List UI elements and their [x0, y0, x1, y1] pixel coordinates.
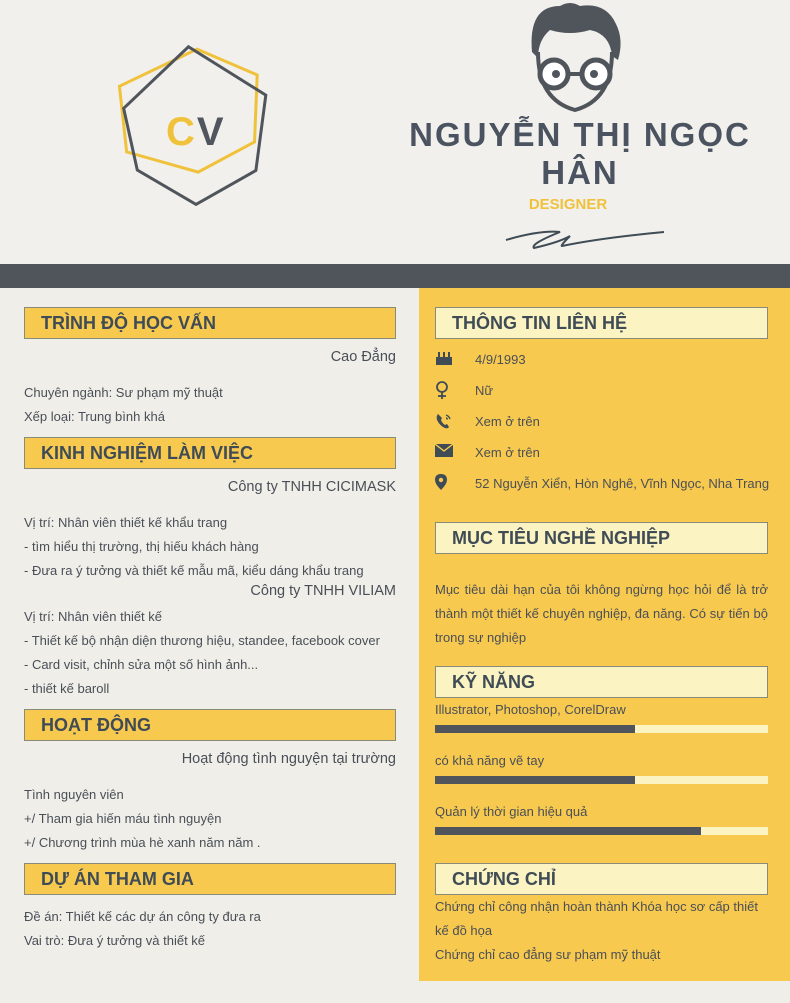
contact-address — [419, 474, 790, 505]
certificates-heading: CHỨNG CHỈ — [435, 863, 768, 895]
experience-heading: KINH NGHIỆM LÀM VIỆC — [24, 437, 396, 469]
project-line: Đề án: Thiết kế các dự án công ty đưa ra — [24, 909, 261, 924]
female-icon — [435, 381, 453, 399]
contact-heading: THÔNG TIN LIÊN HỆ — [435, 307, 768, 339]
avatar-icon — [520, 0, 630, 118]
email-value: Xem ở trên — [475, 445, 540, 460]
map-marker-icon — [435, 474, 453, 492]
skill-item — [419, 802, 790, 835]
education-level: Cao Đẳng — [330, 349, 396, 365]
skill-item — [419, 700, 790, 733]
header — [0, 0, 790, 264]
skill-label: Illustrator, Photoshop, CorelDraw — [435, 702, 626, 717]
skill-bar — [435, 776, 768, 784]
full-name — [400, 116, 760, 192]
contact-gender — [419, 381, 790, 412]
certificate-line: Chứng chỉ cao đẳng sư phạm mỹ thuật — [435, 947, 661, 962]
project-line: Vai trò: Đưa ý tưởng và thiết kế — [24, 933, 206, 948]
activity-title: Hoạt động tình nguyện tại trường — [181, 751, 396, 767]
skill-bar-fill — [435, 827, 701, 835]
activity-line: +/ Chương trình mùa hè xanh năm năm . — [24, 835, 261, 850]
contact-phone — [419, 412, 790, 443]
job-line: - tìm hiểu thị trường, thị hiếu khách hàng — [24, 539, 259, 554]
activity-line: +/ Tham gia hiến máu tình nguyện — [24, 811, 222, 826]
skill-item — [419, 751, 790, 784]
objective-heading: MỤC TIÊU NGHỀ NGHIỆP — [435, 522, 768, 554]
education-line: Chuyên ngành: Sư phạm mỹ thuật — [24, 385, 223, 400]
header-divider-band — [0, 264, 790, 288]
logo-letter-c: C — [166, 110, 197, 154]
objective-text: Mục tiêu dài hạn của tôi không ngừng học hỏi để là trở thành một thiết kế chuyên nghiệp, đa năng. Có sự tiến bộ trong sự nghiệp — [435, 582, 768, 645]
education-line: Xếp loại: Trung bình khá — [24, 409, 165, 424]
education-heading: TRÌNH ĐỘ HỌC VẤN — [24, 307, 396, 339]
name-line-2: HÂN — [541, 154, 619, 191]
skill-bar — [435, 725, 768, 733]
right-column — [419, 288, 790, 981]
gender-value: Nữ — [475, 383, 494, 398]
certificate-line: Chứng chỉ công nhận hoàn thành Khóa học sơ cấp thiết kế đồ họa — [435, 899, 758, 938]
phone-value: Xem ở trên — [475, 414, 540, 429]
skill-bar-fill — [435, 725, 635, 733]
job-line: Vị trí: Nhân viên thiết kế khẩu trang — [24, 515, 228, 530]
skill-bar — [435, 827, 768, 835]
job-line: - thiết kế baroll — [24, 681, 110, 696]
contact-birthday — [419, 350, 790, 381]
job-title: DESIGNER — [528, 196, 608, 213]
signature-icon — [500, 224, 670, 254]
envelope-icon — [435, 443, 453, 461]
projects-heading: DỰ ÁN THAM GIA — [24, 863, 396, 895]
cv-logo — [112, 44, 280, 214]
left-column — [24, 307, 396, 953]
company-name: Công ty TNHH CICIMASK — [227, 479, 396, 495]
skill-label: Quản lý thời gian hiệu quả — [435, 804, 588, 819]
company-name: Công ty TNHH VILIAM — [250, 583, 396, 599]
skill-label: có khả năng vẽ tay — [435, 753, 545, 768]
name-line-1: NGUYỄN THỊ NGỌC — [409, 116, 751, 153]
logo-letter-v: V — [196, 110, 226, 154]
birthday-value: 4/9/1993 — [475, 352, 526, 367]
job-line: - Card visit, chỉnh sửa một số hình ảnh... — [24, 657, 259, 672]
job-line: - Đưa ra ý tưởng và thiết kế mẫu mã, kiểu dáng khẩu trang — [24, 563, 364, 578]
phone-icon — [435, 412, 453, 430]
activities-heading: HOẠT ĐỘNG — [24, 709, 396, 741]
job-line: Vị trí: Nhân viên thiết kế — [24, 609, 163, 624]
birthday-cake-icon — [435, 350, 453, 368]
contact-email — [419, 443, 790, 474]
activity-line: Tình nguyên viên — [24, 787, 124, 802]
job-line: - Thiết kế bộ nhận diện thương hiệu, standee, facebook cover — [24, 633, 380, 648]
skill-bar-fill — [435, 776, 635, 784]
skills-heading: KỸ NĂNG — [435, 666, 768, 698]
address-value: 52 Nguyễn Xiển, Hòn Nghê, Vĩnh Ngọc, Nha Trang — [475, 476, 770, 491]
